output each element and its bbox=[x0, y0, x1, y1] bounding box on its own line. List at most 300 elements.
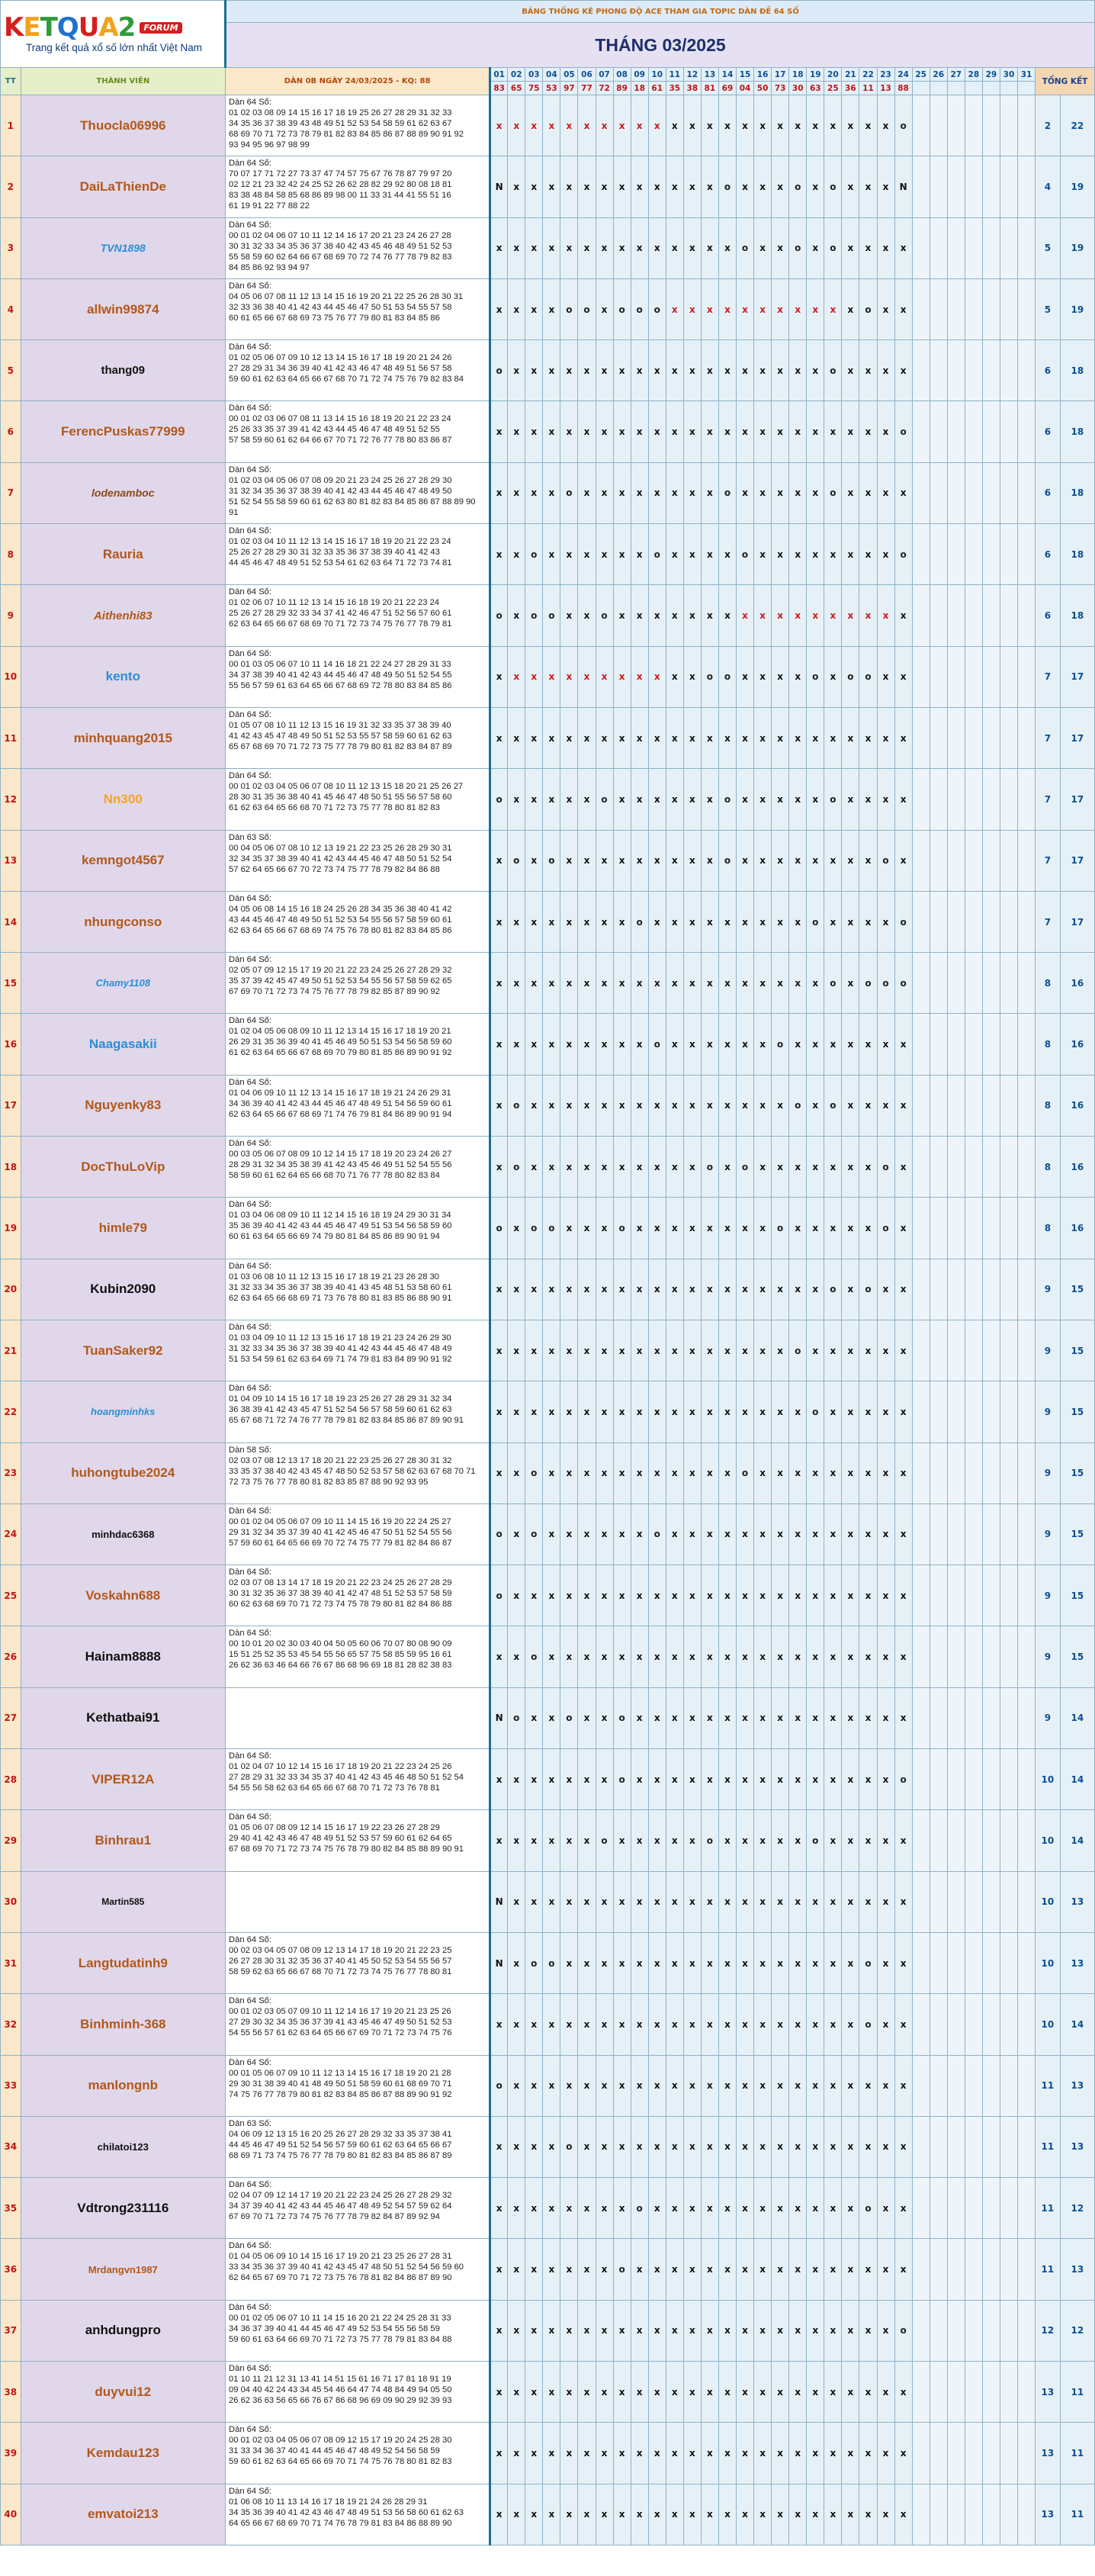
day-mark bbox=[1000, 1442, 1017, 1503]
member-name[interactable]: himle79 bbox=[21, 1198, 226, 1259]
member-name[interactable]: Naagasakii bbox=[21, 1014, 226, 1075]
member-name[interactable]: kento bbox=[21, 646, 226, 707]
day-mark: x bbox=[560, 769, 578, 830]
day-mark: x bbox=[824, 1381, 842, 1442]
day-mark: x bbox=[894, 1137, 912, 1198]
day-mark: x bbox=[789, 1932, 807, 1993]
day-mark: x bbox=[631, 340, 648, 401]
member-name[interactable]: Kemdau123 bbox=[21, 2423, 226, 2484]
header-result: 83 bbox=[490, 82, 508, 95]
day-mark: N bbox=[490, 1687, 508, 1748]
miss-count: 10 bbox=[1036, 1932, 1061, 1993]
number-set-line: 00 01 02 03 05 07 09 10 11 12 14 16 17 19 20 21 23 25 26 bbox=[229, 2007, 451, 2017]
day-mark: x bbox=[683, 2300, 701, 2361]
day-mark: x bbox=[807, 1626, 824, 1687]
day-mark: x bbox=[631, 462, 648, 523]
day-mark bbox=[982, 1565, 1000, 1626]
row-number: 2 bbox=[1, 156, 21, 217]
day-mark: x bbox=[490, 1137, 508, 1198]
day-mark bbox=[912, 1320, 930, 1381]
member-name[interactable]: DocThuLoVip bbox=[21, 1137, 226, 1198]
day-mark: x bbox=[807, 217, 824, 278]
day-mark: o bbox=[525, 1198, 543, 1259]
day-mark: x bbox=[842, 891, 859, 952]
member-name[interactable]: lodenamboc bbox=[21, 462, 226, 523]
number-set-heading: Dàn 64 Số: bbox=[229, 1751, 272, 1761]
day-mark: x bbox=[718, 524, 736, 585]
day-mark: x bbox=[772, 2055, 789, 2116]
day-mark bbox=[1018, 95, 1036, 156]
day-mark: x bbox=[648, 2178, 666, 2239]
header-result: 72 bbox=[596, 82, 613, 95]
member-name[interactable]: Langtudatinh9 bbox=[21, 1932, 226, 1993]
day-mark: x bbox=[877, 1687, 894, 1748]
day-mark: x bbox=[842, 953, 859, 1014]
day-mark: x bbox=[525, 156, 543, 217]
day-mark: x bbox=[578, 1503, 596, 1565]
day-mark: x bbox=[718, 2423, 736, 2484]
day-mark: x bbox=[718, 1442, 736, 1503]
header-result: 30 bbox=[789, 82, 807, 95]
member-row bbox=[1, 1994, 1095, 2055]
member-name[interactable]: Aithenhi83 bbox=[21, 585, 226, 646]
day-mark bbox=[1000, 156, 1017, 217]
day-mark bbox=[965, 2361, 982, 2422]
member-name[interactable]: allwin99874 bbox=[21, 278, 226, 339]
day-mark: x bbox=[666, 2484, 683, 2545]
day-mark: x bbox=[807, 1994, 824, 2055]
member-name[interactable]: Kethatbai91 bbox=[21, 1687, 226, 1748]
member-name[interactable]: Vdtrong231116 bbox=[21, 2178, 226, 2239]
member-row bbox=[1, 217, 1095, 278]
day-mark: x bbox=[613, 524, 631, 585]
header-day-23: 23 bbox=[877, 68, 894, 82]
day-mark: x bbox=[701, 1442, 718, 1503]
day-mark: x bbox=[648, 1687, 666, 1748]
number-set-line: 31 32 33 34 35 36 37 38 39 40 41 43 45 48 51 53 58 60 61 bbox=[229, 1282, 452, 1292]
member-name[interactable]: minhquang2015 bbox=[21, 707, 226, 768]
day-mark: x bbox=[737, 646, 754, 707]
day-mark: x bbox=[701, 340, 718, 401]
number-set-heading: Dàn 64 Số: bbox=[229, 1139, 272, 1149]
member-name[interactable]: Hainam8888 bbox=[21, 1626, 226, 1687]
number-set-line: 35 37 39 42 45 47 49 50 51 52 53 54 55 56 57 58 59 62 65 bbox=[229, 976, 452, 986]
row-number: 25 bbox=[1, 1565, 21, 1626]
miss-count: 11 bbox=[1036, 2116, 1061, 2177]
member-name[interactable]: Voskahn688 bbox=[21, 1565, 226, 1626]
member-row bbox=[1, 1749, 1095, 1810]
day-mark: x bbox=[648, 401, 666, 462]
day-mark: x bbox=[824, 1565, 842, 1626]
hit-total: 13 bbox=[1060, 2055, 1094, 2116]
day-mark: x bbox=[683, 953, 701, 1014]
day-mark bbox=[947, 1320, 965, 1381]
day-mark bbox=[982, 1259, 1000, 1320]
member-name[interactable]: huhongtube2024 bbox=[21, 1442, 226, 1503]
header-result bbox=[912, 82, 930, 95]
day-mark bbox=[982, 2055, 1000, 2116]
day-mark: x bbox=[613, 2484, 631, 2545]
miss-count: 2 bbox=[1036, 95, 1061, 156]
number-set-heading: Dàn 64 Số: bbox=[229, 893, 272, 903]
member-name[interactable]: thang09 bbox=[21, 340, 226, 401]
day-mark bbox=[1018, 1932, 1036, 1993]
day-mark: x bbox=[508, 95, 525, 156]
day-mark bbox=[912, 1565, 930, 1626]
number-set-line: 01 04 05 06 09 10 14 15 16 17 19 20 21 23 25 26 27 28 31 bbox=[229, 2252, 452, 2262]
day-mark: x bbox=[560, 953, 578, 1014]
day-mark: x bbox=[807, 2300, 824, 2361]
number-set-line: 43 44 45 46 47 48 49 50 51 52 53 54 55 56 57 58 59 60 61 bbox=[229, 915, 452, 925]
logo-tagline: Trang kết quả xổ số lớn nhất Việt Nam bbox=[26, 42, 202, 53]
day-mark: x bbox=[894, 1994, 912, 2055]
day-mark: x bbox=[789, 1381, 807, 1442]
member-number-set bbox=[226, 1932, 490, 1993]
day-mark: x bbox=[701, 401, 718, 462]
day-mark: x bbox=[754, 1994, 772, 2055]
day-mark: x bbox=[613, 707, 631, 768]
day-mark: x bbox=[631, 1381, 648, 1442]
day-mark bbox=[947, 2361, 965, 2422]
day-mark: x bbox=[789, 646, 807, 707]
day-mark: x bbox=[859, 217, 877, 278]
day-mark: x bbox=[508, 1871, 525, 1932]
number-set-line: 31 32 33 34 35 36 37 38 39 40 41 42 43 44 45 46 47 48 49 bbox=[229, 1343, 452, 1353]
number-set-line: 00 02 03 04 05 07 08 09 12 13 14 17 18 19 20 21 22 23 25 bbox=[229, 1945, 452, 1955]
member-name[interactable]: kemngot4567 bbox=[21, 830, 226, 891]
day-mark bbox=[930, 1810, 947, 1871]
day-mark bbox=[1000, 2300, 1017, 2361]
day-mark: x bbox=[789, 585, 807, 646]
member-name[interactable]: Binhrau1 bbox=[21, 1810, 226, 1871]
day-mark: x bbox=[508, 524, 525, 585]
member-name[interactable]: Rauria bbox=[21, 524, 226, 585]
day-mark: x bbox=[772, 278, 789, 339]
day-mark: x bbox=[807, 1137, 824, 1198]
number-set-heading: Dàn 64 Số: bbox=[229, 1077, 272, 1087]
member-name[interactable]: Binhminh-368 bbox=[21, 1994, 226, 2055]
number-set-line: 34 36 39 40 41 42 43 44 45 46 47 48 49 51 54 56 59 60 61 bbox=[229, 1098, 452, 1108]
day-mark: x bbox=[701, 2116, 718, 2177]
day-mark: x bbox=[877, 524, 894, 585]
header-result: 18 bbox=[631, 82, 648, 95]
day-mark: x bbox=[877, 217, 894, 278]
row-number: 16 bbox=[1, 1014, 21, 1075]
number-set-line: 04 05 06 08 14 15 16 18 24 25 26 28 34 35 36 38 40 41 42 bbox=[229, 904, 452, 914]
day-mark: x bbox=[508, 1565, 525, 1626]
day-mark bbox=[912, 1075, 930, 1136]
day-mark bbox=[965, 646, 982, 707]
day-mark bbox=[930, 340, 947, 401]
day-mark: x bbox=[508, 278, 525, 339]
day-mark bbox=[930, 585, 947, 646]
day-mark: o bbox=[560, 278, 578, 339]
day-mark bbox=[982, 278, 1000, 339]
day-mark: x bbox=[525, 2239, 543, 2300]
member-name[interactable]: Mrdangvn1987 bbox=[21, 2239, 226, 2300]
member-name[interactable]: duyvui12 bbox=[21, 2361, 226, 2422]
day-mark bbox=[947, 707, 965, 768]
member-name[interactable]: anhdungpro bbox=[21, 2300, 226, 2361]
day-mark: x bbox=[718, 1810, 736, 1871]
member-name[interactable]: minhdac6368 bbox=[21, 1503, 226, 1565]
number-set-line: 25 26 33 35 37 39 41 42 43 44 45 46 47 48 49 51 52 55 bbox=[229, 425, 440, 435]
day-mark: o bbox=[525, 524, 543, 585]
day-mark: x bbox=[842, 1749, 859, 1810]
member-row bbox=[1, 1320, 1095, 1381]
day-mark bbox=[912, 1687, 930, 1748]
row-number: 21 bbox=[1, 1320, 21, 1381]
number-set-line: 61 19 91 22 77 88 22 bbox=[229, 201, 310, 211]
hit-total: 12 bbox=[1060, 2178, 1094, 2239]
member-row bbox=[1, 646, 1095, 707]
miss-count: 13 bbox=[1036, 2361, 1061, 2422]
number-set-heading: Dàn 58 Số: bbox=[229, 1445, 272, 1455]
member-name[interactable]: Kubin2090 bbox=[21, 1259, 226, 1320]
row-number: 12 bbox=[1, 769, 21, 830]
day-mark bbox=[947, 1503, 965, 1565]
day-mark: x bbox=[648, 340, 666, 401]
day-mark: x bbox=[543, 646, 560, 707]
day-mark: x bbox=[560, 707, 578, 768]
member-name[interactable]: DaiLaThienDe bbox=[21, 156, 226, 217]
day-mark: x bbox=[596, 401, 613, 462]
day-mark: x bbox=[525, 340, 543, 401]
day-mark: x bbox=[824, 707, 842, 768]
member-name[interactable]: manlongnb bbox=[21, 2055, 226, 2116]
number-set-line: 57 59 60 61 64 65 66 69 70 72 74 75 77 79 81 82 84 86 87 bbox=[229, 1538, 452, 1548]
day-mark: x bbox=[666, 1687, 683, 1748]
number-set-heading: Dàn 64 Số: bbox=[229, 709, 272, 719]
hit-total: 13 bbox=[1060, 1932, 1094, 1993]
day-mark: x bbox=[666, 707, 683, 768]
day-mark: x bbox=[613, 1259, 631, 1320]
day-mark: x bbox=[859, 1565, 877, 1626]
member-number-set bbox=[226, 2484, 490, 2545]
day-mark bbox=[982, 1442, 1000, 1503]
brand-logo[interactable] bbox=[1, 1, 226, 68]
day-mark: x bbox=[877, 646, 894, 707]
day-mark bbox=[1018, 2178, 1036, 2239]
day-mark: x bbox=[754, 1381, 772, 1442]
hit-total: 16 bbox=[1060, 1014, 1094, 1075]
number-set-line: 57 58 59 60 61 62 64 66 67 70 71 72 76 77 78 80 83 86 87 bbox=[229, 436, 452, 445]
member-name[interactable]: chilatoi123 bbox=[21, 2116, 226, 2177]
day-mark: o bbox=[578, 278, 596, 339]
day-mark: x bbox=[772, 1137, 789, 1198]
day-mark: x bbox=[842, 2116, 859, 2177]
day-mark bbox=[1000, 1198, 1017, 1259]
miss-count: 13 bbox=[1036, 2423, 1061, 2484]
day-mark: x bbox=[683, 646, 701, 707]
day-mark: x bbox=[842, 1381, 859, 1442]
row-number: 28 bbox=[1, 1749, 21, 1810]
day-mark: N bbox=[490, 1932, 508, 1993]
day-mark: x bbox=[631, 1810, 648, 1871]
day-mark: x bbox=[666, 1320, 683, 1381]
number-set-line: 41 42 43 45 47 48 49 50 51 52 53 55 57 58 59 60 61 62 63 bbox=[229, 731, 452, 741]
day-mark: x bbox=[596, 891, 613, 952]
day-mark: x bbox=[631, 2055, 648, 2116]
day-mark bbox=[965, 1381, 982, 1442]
day-mark: x bbox=[648, 2300, 666, 2361]
day-mark bbox=[982, 2361, 1000, 2422]
day-mark: x bbox=[894, 2239, 912, 2300]
day-mark: x bbox=[772, 462, 789, 523]
day-mark bbox=[947, 1994, 965, 2055]
day-mark: x bbox=[737, 1198, 754, 1259]
day-mark: x bbox=[718, 2116, 736, 2177]
number-set-heading: Dàn 64 Số: bbox=[229, 2302, 272, 2312]
day-mark bbox=[1018, 2116, 1036, 2177]
day-mark: x bbox=[789, 2239, 807, 2300]
row-number: 31 bbox=[1, 1932, 21, 1993]
day-mark: x bbox=[718, 1381, 736, 1442]
day-mark: x bbox=[824, 1932, 842, 1993]
day-mark: x bbox=[772, 95, 789, 156]
day-mark bbox=[912, 891, 930, 952]
member-name[interactable]: FerencPuskas77999 bbox=[21, 401, 226, 462]
member-row bbox=[1, 1687, 1095, 1748]
day-mark: o bbox=[525, 1932, 543, 1993]
day-mark bbox=[1018, 1810, 1036, 1871]
day-mark: x bbox=[807, 1932, 824, 1993]
day-mark: x bbox=[701, 95, 718, 156]
day-mark: x bbox=[701, 2361, 718, 2422]
day-mark: x bbox=[596, 1198, 613, 1259]
day-mark: x bbox=[578, 1381, 596, 1442]
logo-letter: E bbox=[23, 12, 40, 43]
day-mark: x bbox=[737, 707, 754, 768]
day-mark: x bbox=[648, 891, 666, 952]
day-mark: x bbox=[543, 1687, 560, 1748]
row-number: 19 bbox=[1, 1198, 21, 1259]
number-set-line: 01 04 06 09 10 11 12 13 14 15 16 17 18 19 21 24 26 29 31 bbox=[229, 1088, 451, 1098]
day-mark: x bbox=[631, 156, 648, 217]
day-mark: x bbox=[490, 2178, 508, 2239]
day-mark: x bbox=[525, 2361, 543, 2422]
day-mark: x bbox=[701, 1320, 718, 1381]
number-set-line: 00 10 01 20 02 30 03 40 04 50 05 60 06 70 07 80 08 90 09 bbox=[229, 1639, 452, 1649]
day-mark: x bbox=[596, 1381, 613, 1442]
day-mark bbox=[965, 217, 982, 278]
day-mark: x bbox=[666, 2361, 683, 2422]
day-mark: x bbox=[859, 1810, 877, 1871]
day-mark: x bbox=[578, 1932, 596, 1993]
day-mark bbox=[1018, 1442, 1036, 1503]
hit-total: 18 bbox=[1060, 585, 1094, 646]
day-mark bbox=[947, 1749, 965, 1810]
member-name[interactable]: TuanSaker92 bbox=[21, 1320, 226, 1381]
member-number-set bbox=[226, 2055, 490, 2116]
day-mark: x bbox=[772, 1565, 789, 1626]
member-name[interactable]: hoangminhks bbox=[21, 1381, 226, 1442]
day-mark: x bbox=[666, 524, 683, 585]
day-mark: x bbox=[859, 1442, 877, 1503]
day-mark: x bbox=[824, 1871, 842, 1932]
member-number-set bbox=[226, 2239, 490, 2300]
number-set-line: 01 02 04 07 10 12 14 15 16 17 18 19 20 21 22 23 24 25 26 bbox=[229, 1762, 452, 1772]
number-set-line: 67 68 69 70 71 72 73 74 75 76 78 79 80 82 84 85 88 89 90 91 bbox=[229, 1844, 464, 1854]
day-mark bbox=[1018, 524, 1036, 585]
day-mark: x bbox=[807, 953, 824, 1014]
day-mark: x bbox=[894, 2116, 912, 2177]
day-mark: x bbox=[596, 1075, 613, 1136]
day-mark bbox=[930, 2361, 947, 2422]
day-mark: x bbox=[859, 1320, 877, 1381]
day-mark: o bbox=[824, 462, 842, 523]
day-mark: x bbox=[648, 1259, 666, 1320]
day-mark: x bbox=[596, 646, 613, 707]
day-mark bbox=[930, 1442, 947, 1503]
header-result bbox=[982, 82, 1000, 95]
row-number: 8 bbox=[1, 524, 21, 585]
member-name[interactable]: Nn300 bbox=[21, 769, 226, 830]
member-row bbox=[1, 2178, 1095, 2239]
member-number-set bbox=[226, 585, 490, 646]
member-name[interactable]: Nguyenky83 bbox=[21, 1075, 226, 1136]
member-row bbox=[1, 1626, 1095, 1687]
day-mark: x bbox=[666, 891, 683, 952]
day-mark bbox=[930, 217, 947, 278]
member-name[interactable]: Thuocla06996 bbox=[21, 95, 226, 156]
member-name[interactable]: Martin585 bbox=[21, 1871, 226, 1932]
day-mark bbox=[947, 1198, 965, 1259]
day-mark: x bbox=[859, 2055, 877, 2116]
day-mark: x bbox=[894, 830, 912, 891]
day-mark: x bbox=[560, 2423, 578, 2484]
day-mark: x bbox=[508, 1626, 525, 1687]
member-row bbox=[1, 953, 1095, 1014]
day-mark: x bbox=[508, 2361, 525, 2422]
day-mark: x bbox=[596, 1320, 613, 1381]
day-mark: x bbox=[631, 95, 648, 156]
member-number-set bbox=[226, 1503, 490, 1565]
day-mark: x bbox=[842, 769, 859, 830]
member-name[interactable]: emvatoi213 bbox=[21, 2484, 226, 2545]
day-mark: x bbox=[718, 278, 736, 339]
title-row-1 bbox=[1, 1, 1095, 23]
hit-total: 15 bbox=[1060, 1381, 1094, 1442]
day-mark bbox=[1000, 2178, 1017, 2239]
day-mark: o bbox=[631, 278, 648, 339]
day-mark bbox=[1018, 1503, 1036, 1565]
header-result: 04 bbox=[737, 82, 754, 95]
day-mark: o bbox=[859, 2178, 877, 2239]
day-mark bbox=[930, 278, 947, 339]
member-name[interactable]: Chamy1108 bbox=[21, 953, 226, 1014]
day-mark bbox=[1000, 401, 1017, 462]
day-mark bbox=[930, 1687, 947, 1748]
day-mark: x bbox=[754, 646, 772, 707]
day-mark: x bbox=[789, 1259, 807, 1320]
day-mark bbox=[912, 707, 930, 768]
member-name[interactable]: TVN1898 bbox=[21, 217, 226, 278]
header-day-27: 27 bbox=[947, 68, 965, 82]
day-mark bbox=[982, 2300, 1000, 2361]
member-number-set bbox=[226, 1075, 490, 1136]
day-mark: x bbox=[683, 769, 701, 830]
member-name[interactable]: nhungconso bbox=[21, 891, 226, 952]
hit-total: 15 bbox=[1060, 1442, 1094, 1503]
member-name[interactable]: VIPER12A bbox=[21, 1749, 226, 1810]
day-mark bbox=[965, 278, 982, 339]
day-mark: x bbox=[877, 1259, 894, 1320]
day-mark: x bbox=[807, 1075, 824, 1136]
day-mark bbox=[947, 830, 965, 891]
row-number: 30 bbox=[1, 1871, 21, 1932]
day-mark: x bbox=[525, 1871, 543, 1932]
